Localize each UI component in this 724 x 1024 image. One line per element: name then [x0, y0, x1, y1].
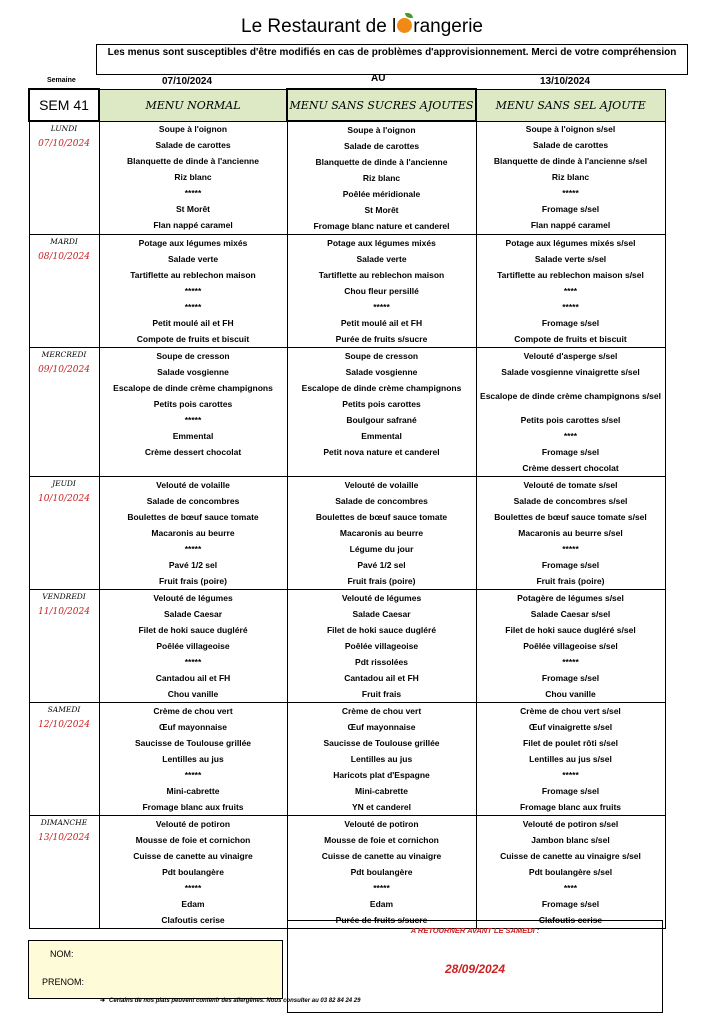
menu-cell-sans-sucres: [287, 121, 476, 235]
menu-cell-sans-sucres: [287, 816, 476, 929]
dish-item: Poêlée villageoise s/sel: [523, 640, 618, 651]
dish-item: Flan nappé caramel: [153, 220, 233, 230]
dish-item: Flan nappé caramel: [530, 220, 611, 230]
allergen-footer: [100, 997, 360, 1004]
dish-list: [288, 348, 476, 460]
dish-list: [288, 122, 476, 234]
dish-item: Compote de fruits et biscuit: [514, 333, 627, 344]
dish-list: [100, 477, 287, 589]
day-row: [29, 816, 665, 929]
dish-list: [288, 590, 476, 702]
dish-item: Saucisse de Toulouse grillée: [134, 737, 252, 748]
return-date: 28/09/2024: [444, 962, 506, 976]
dish-item: Pdt rissolées: [355, 656, 408, 667]
menu-table: [28, 88, 666, 929]
dish-item: Petit nova nature et canderel: [323, 446, 440, 457]
dish-item: Fromage s/sel: [541, 672, 600, 683]
day-name: MARDI: [50, 237, 78, 246]
dish-item: Crème de chou vert: [341, 705, 422, 716]
dish-item: Escalope de dinde crème champignons s/sel: [480, 390, 661, 401]
dish-item: Compote de fruits et biscuit: [136, 333, 250, 344]
dish-item: Fromage s/sel: [541, 317, 600, 328]
dish-item: Velouté de légumes: [153, 592, 233, 603]
dish-item: Clafoutis cerise: [538, 914, 603, 925]
dish-item: Chou vanille: [167, 688, 219, 699]
dish-item: Velouté de volaille: [344, 479, 419, 490]
menu-cell-normal: [99, 590, 287, 703]
menu-cell-normal: [99, 121, 287, 235]
nom-label: NOM:: [50, 949, 74, 959]
dish-item: Pavé 1/2 sel: [168, 559, 218, 570]
dish-item: St Morêt: [176, 204, 210, 214]
dish-item: Pdt boulangère: [350, 866, 413, 877]
dish-item: Salade verte: [356, 253, 407, 264]
day-cell: [29, 235, 99, 348]
dish-item: Soupe à l'oignon: [158, 124, 228, 134]
dish-item: Soupe à l'oignon s/sel: [525, 124, 616, 134]
day-row: [29, 348, 665, 477]
return-label: A RETOURNER AVANT LE SAMEDI :: [410, 926, 540, 935]
dish-item: Tartiflette au reblechon maison: [318, 269, 445, 280]
dish-item: Mini-cabrette: [355, 785, 408, 796]
dish-item: Boulettes de bœuf sauce tomate s/sel: [494, 511, 647, 522]
dish-item: Cuisse de canette au vinaigre: [133, 850, 253, 861]
day-row: [29, 703, 665, 816]
semaine-label: Semaine: [47, 77, 76, 84]
day-cell: [29, 590, 99, 703]
menu-cell-sans-sucres: [287, 590, 476, 703]
dish-item: Salade vosgienne vinaigrette s/sel: [501, 366, 640, 377]
menu-cell-sans-sucres: [287, 477, 476, 590]
dish-item: Velouté de potiron s/sel: [522, 818, 619, 829]
dish-item: Emmental: [361, 430, 402, 441]
dish-item: Boulgour safrané: [346, 414, 417, 425]
title-text-start: Le Restaurant de l: [241, 16, 397, 37]
day-date: 07/10/2024: [38, 139, 90, 149]
dish-item: Cuisse de canette au vinaigre s/sel: [500, 850, 641, 861]
day-name: SAMEDI: [47, 705, 81, 714]
dish-item: Poêlée méridionale: [342, 188, 421, 199]
dish-item: Clafoutis cerise: [161, 914, 225, 925]
dish-item: Petits pois carottes: [342, 398, 421, 409]
dish-item: Saucisse de Toulouse grillée: [323, 737, 440, 748]
dish-item: Escalope de dinde crème champignons: [113, 382, 273, 393]
dish-item: Velouté de légumes: [341, 592, 422, 603]
dish-item: Potage aux légumes mixés s/sel: [505, 237, 636, 248]
menu-cell-sans-sel: [476, 477, 665, 590]
dish-list: [100, 235, 287, 347]
dish-item: YN et canderel: [351, 801, 412, 812]
allergen-note: Certains de nos plats peuvent contenir des allergènes. Nous consulter au 03 82 84 24 29: [109, 998, 361, 1004]
dish-list: [100, 703, 287, 815]
dish-item: Mini-cabrette: [166, 785, 220, 796]
day-cell: [29, 816, 99, 929]
dish-list: [100, 122, 287, 234]
prenom-label: PRENOM:: [42, 977, 85, 987]
day-date: 09/10/2024: [38, 365, 90, 375]
menu-cell-normal: [99, 348, 287, 477]
supply-notice: Les menus sont susceptibles d'être modifiés en cas de problèmes d'approvisionnement. Merci de votre compréhension: [96, 44, 688, 75]
dish-item: Potagère de légumes s/sel: [517, 592, 624, 603]
menu-cell-sans-sel: [476, 590, 665, 703]
dish-item: Salade Caesar s/sel: [530, 608, 611, 619]
dish-item: Blanquette de dinde à l'ancienne: [315, 156, 448, 167]
dish-item: Emmental: [172, 430, 214, 441]
dish-list: [288, 477, 476, 589]
col-header-sans-sel: MENU SANS SEL AJOUTE: [476, 89, 665, 121]
dish-item: Lentilles au jus s/sel: [529, 753, 612, 764]
dish-item: *****: [184, 543, 202, 554]
dish-item: Cantadou ail et FH: [344, 672, 419, 683]
dish-item: Salade de carottes: [155, 140, 231, 150]
dish-item: Macaronis au beurre s/sel: [518, 527, 623, 538]
dish-list: [288, 703, 476, 815]
dish-item: *****: [562, 656, 579, 667]
dish-item: Velouté de potiron: [155, 818, 231, 829]
dish-item: Soupe à l'oignon: [347, 124, 416, 135]
dish-item: Jambon blanc s/sel: [531, 834, 610, 845]
day-row: [29, 590, 665, 703]
col-header-normal: MENU NORMAL: [99, 89, 287, 121]
day-date: 10/10/2024: [38, 494, 90, 504]
menu-cell-sans-sel: [476, 816, 665, 929]
dish-item: Tartiflette au reblechon maison: [130, 269, 256, 280]
dish-item: Crème dessert chocolat: [144, 446, 242, 457]
day-cell: [29, 348, 99, 477]
menu-cell-sans-sucres: [287, 703, 476, 816]
dish-item: Cantadou ail et FH: [155, 672, 231, 683]
dish-item: Salade verte: [167, 253, 219, 264]
day-name: VENDREDI: [42, 592, 86, 601]
dish-item: ****: [563, 430, 578, 441]
orange-icon: [397, 18, 412, 33]
dish-item: Crème de chou vert: [153, 705, 233, 716]
date-separator: AU: [371, 73, 386, 84]
day-row: [29, 121, 665, 235]
dish-item: Poêlée villageoise: [344, 640, 419, 651]
dish-item: Salade de carottes: [532, 140, 609, 150]
dish-list: [477, 816, 665, 928]
dish-item: Salade vosgienne: [157, 366, 229, 377]
dish-item: Velouté d'asperge s/sel: [523, 350, 618, 361]
menu-cell-normal: [99, 477, 287, 590]
dish-item: Fruit frais: [361, 688, 402, 699]
dish-item: *****: [562, 188, 579, 198]
dish-item: Filet de hoki sauce dugléré: [326, 624, 437, 635]
dish-item: Fromage blanc aux fruits: [142, 801, 244, 812]
week-end-date: 13/10/2024: [540, 76, 591, 87]
dish-item: Boulettes de bœuf sauce tomate: [127, 511, 259, 522]
dish-list: [477, 348, 665, 476]
dish-item: Fromage blanc aux fruits: [519, 801, 622, 812]
day-date: 08/10/2024: [38, 252, 90, 262]
name-form: [28, 940, 283, 999]
dish-item: Lentilles au jus: [162, 753, 224, 764]
day-name: JEUDI: [52, 479, 76, 488]
dish-item: Velouté de volaille: [156, 479, 230, 490]
dish-item: *****: [562, 543, 579, 554]
day-name: MERCREDI: [41, 350, 87, 359]
dish-list: [100, 590, 287, 702]
dish-item: Velouté de tomate s/sel: [523, 479, 618, 490]
dish-item: Potage aux légumes mixés: [327, 237, 436, 248]
dish-item: Velouté de potiron: [344, 818, 419, 829]
dish-item: Poêlée villageoise: [156, 640, 230, 651]
dish-item: Riz blanc: [551, 172, 590, 182]
dish-list: [100, 816, 287, 928]
dish-item: Riz blanc: [362, 172, 401, 183]
dish-item: Fromage s/sel: [541, 785, 600, 796]
dish-item: Edam: [181, 898, 205, 909]
dish-item: Blanquette de dinde à l'ancienne: [127, 156, 259, 166]
dish-item: *****: [184, 656, 202, 667]
dish-item: Œuf vinaigrette s/sel: [528, 721, 613, 732]
dish-item: Lentilles au jus: [350, 753, 413, 764]
menu-cell-normal: [99, 703, 287, 816]
dish-item: *****: [184, 301, 202, 312]
dish-item: Haricots plat d'Espagne: [333, 769, 430, 780]
day-cell: [29, 703, 99, 816]
day-cell: [29, 477, 99, 590]
dish-item: Fromage s/sel: [541, 559, 600, 570]
dish-item: Salade de concombres s/sel: [513, 495, 628, 506]
dish-item: St Morêt: [364, 204, 399, 215]
dish-item: Fromage s/sel: [541, 446, 600, 457]
menu-cell-sans-sucres: [287, 348, 476, 477]
dish-item: Salade vosgienne: [345, 366, 418, 377]
menu-cell-sans-sel: [476, 703, 665, 816]
dish-item: Boulettes de bœuf sauce tomate: [315, 511, 448, 522]
dish-item: Fromage blanc nature et canderel: [313, 220, 450, 231]
dish-item: Filet de hoki sauce dugléré s/sel: [505, 624, 636, 635]
dish-item: *****: [184, 285, 202, 296]
dish-item: *****: [562, 769, 579, 780]
dish-list: [288, 235, 476, 347]
dish-item: Macaronis au beurre: [151, 527, 235, 538]
dish-item: Potage aux légumes mixés: [138, 237, 248, 248]
dish-item: Petit moulé ail et FH: [152, 317, 234, 328]
dish-item: Fruit frais (poire): [347, 575, 416, 586]
dish-item: Pdt boulangère s/sel: [528, 866, 613, 877]
dish-item: Chou fleur persillé: [344, 285, 419, 296]
dish-item: Soupe de cresson: [344, 350, 419, 361]
dish-item: Pdt boulangère: [162, 866, 224, 877]
menu-cell-sans-sucres: [287, 235, 476, 348]
week-start-date: 07/10/2024: [162, 76, 213, 87]
dish-item: Escalope de dinde crème champignons: [301, 382, 462, 393]
day-name: LUNDI: [50, 124, 78, 133]
dish-item: Salade de concombres: [335, 495, 428, 506]
week-number: SEM 41: [29, 89, 99, 121]
dish-item: Mousse de foie et cornichon: [324, 834, 439, 845]
dish-item: Purée de fruits s/sucre: [335, 333, 428, 344]
dish-item: Œuf mayonnaise: [158, 721, 228, 732]
dish-item: Fromage s/sel: [541, 898, 600, 909]
dish-item: Crème de chou vert s/sel: [520, 705, 621, 716]
dish-item: *****: [373, 882, 390, 893]
dish-item: Salade Caesar: [163, 608, 223, 619]
dish-item: Crème dessert chocolat: [522, 462, 619, 473]
dish-item: Pavé 1/2 sel: [357, 559, 406, 570]
dish-item: Œuf mayonnaise: [347, 721, 416, 732]
dish-item: Fromage s/sel: [541, 204, 600, 214]
dish-item: Petits pois carottes s/sel: [520, 414, 621, 425]
dish-item: Fruit frais (poire): [536, 575, 605, 586]
dish-item: ****: [563, 882, 578, 893]
dish-item: Salade verte s/sel: [534, 253, 607, 264]
menu-cell-sans-sel: [476, 121, 665, 235]
dish-item: Filet de poulet rôti s/sel: [523, 737, 618, 748]
dish-item: Purée de fruits s/sucre: [335, 914, 428, 925]
dish-item: Riz blanc: [174, 172, 212, 182]
dish-item: Salade de concombres: [146, 495, 240, 506]
dish-list: [100, 348, 287, 460]
dish-item: Edam: [369, 898, 394, 909]
dish-item: Légume du jour: [349, 543, 414, 554]
dish-item: Petits pois carottes: [153, 398, 233, 409]
day-row: [29, 235, 665, 348]
dish-item: Mousse de foie et cornichon: [135, 834, 251, 845]
day-date: 12/10/2024: [38, 720, 90, 730]
dish-item: Blanquette de dinde à l'ancienne s/sel: [493, 156, 648, 166]
dish-item: *****: [373, 301, 390, 312]
arrow-right-icon: ➔: [100, 998, 106, 1004]
dish-list: [477, 590, 665, 702]
dish-item: *****: [184, 769, 202, 780]
dish-list: [477, 477, 665, 589]
dish-list: [288, 816, 476, 928]
day-date: 13/10/2024: [38, 833, 90, 843]
day-cell: [29, 121, 99, 235]
dish-list: [477, 122, 665, 234]
day-name: DIMANCHE: [40, 818, 88, 827]
dish-item: Salade de carottes: [343, 140, 420, 151]
dish-item: *****: [184, 882, 202, 893]
page-title: [0, 16, 724, 38]
menu-cell-sans-sel: [476, 235, 665, 348]
dish-list: [477, 703, 665, 815]
col-header-sans-sucres: MENU SANS SUCRES AJOUTES: [287, 89, 476, 121]
dish-item: ****: [563, 285, 578, 296]
dish-list: [477, 235, 665, 347]
dish-item: *****: [184, 188, 202, 198]
menu-cell-normal: [99, 235, 287, 348]
dish-item: Filet de hoki sauce dugléré: [138, 624, 248, 635]
dish-item: Salade Caesar: [352, 608, 411, 619]
dish-item: Petit moulé ail et FH: [340, 317, 423, 328]
dish-item: Tartiflette au reblechon maison s/sel: [497, 269, 644, 280]
dish-item: Cuisse de canette au vinaigre: [321, 850, 442, 861]
dish-item: *****: [184, 414, 202, 425]
menu-cell-normal: [99, 816, 287, 929]
dish-item: Chou vanille: [545, 688, 596, 699]
title-text-end: rangerie: [413, 16, 483, 37]
dish-item: Fruit frais (poire): [158, 575, 227, 586]
dish-item: *****: [562, 301, 579, 312]
dish-item: Macaronis au beurre: [339, 527, 424, 538]
day-date: 11/10/2024: [38, 607, 90, 617]
menu-cell-sans-sel: [476, 348, 665, 477]
day-row: [29, 477, 665, 590]
dish-item: Soupe de cresson: [156, 350, 230, 361]
